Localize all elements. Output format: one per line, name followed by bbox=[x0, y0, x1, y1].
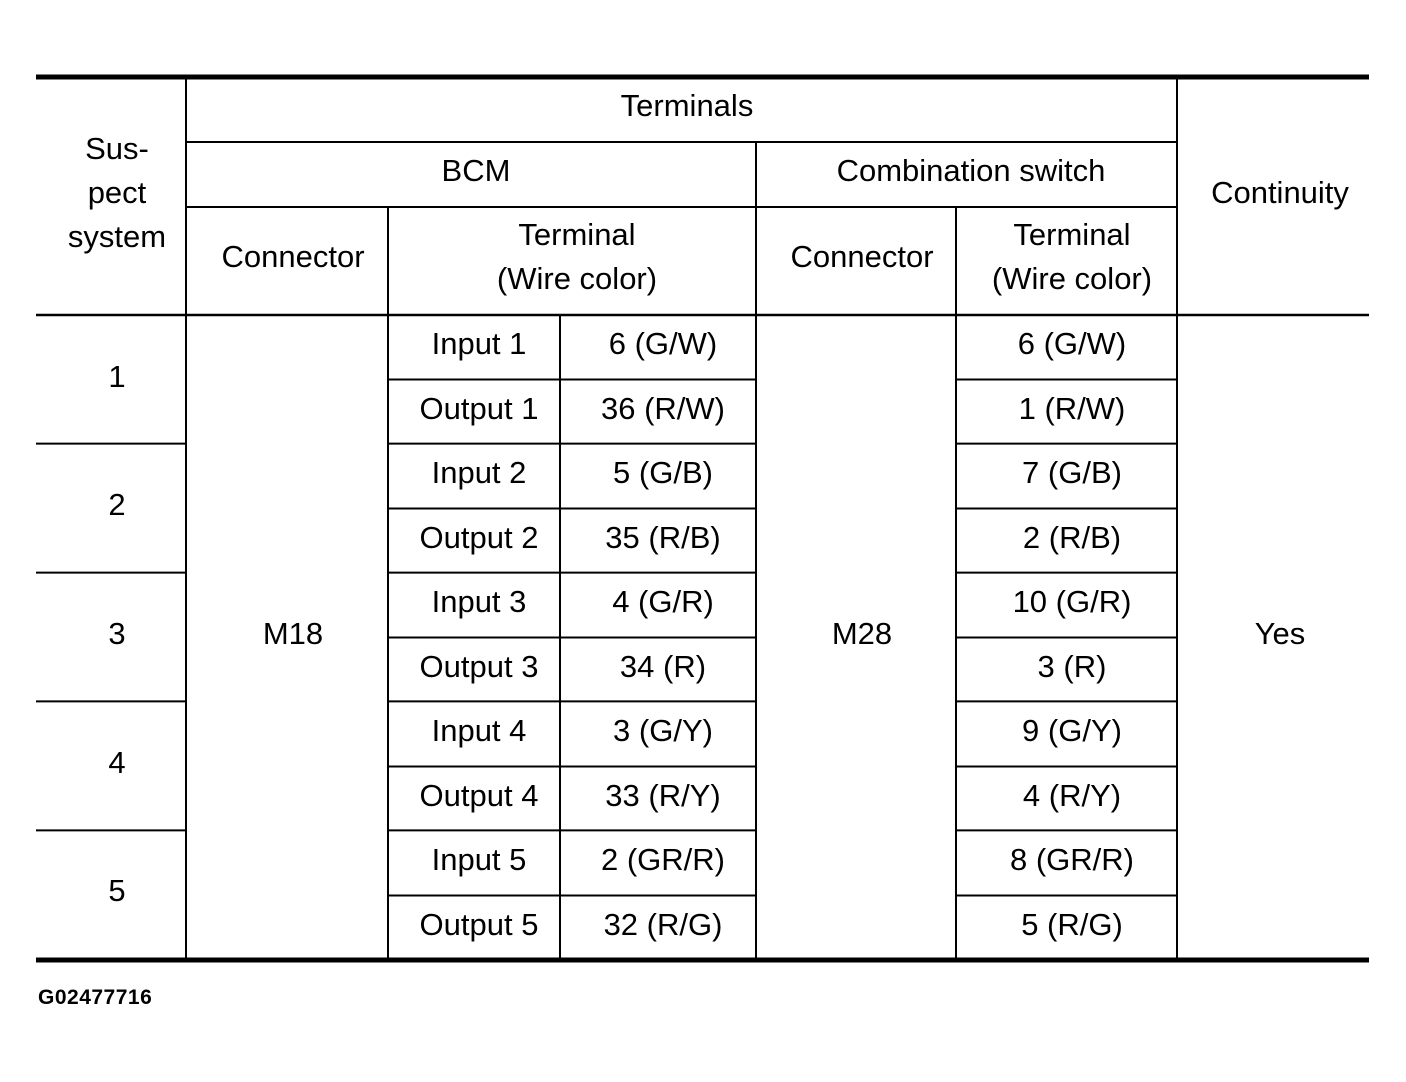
bcm-terminal-value: 2 (GR/R) bbox=[601, 842, 725, 877]
signal-label: Input 4 bbox=[431, 713, 527, 748]
cs-terminal-value: 10 (G/R) bbox=[1012, 584, 1132, 619]
suspect-system-number: 5 bbox=[108, 873, 126, 908]
header-terminals: Terminals bbox=[620, 88, 754, 123]
cs-terminal-value: 3 (R) bbox=[1037, 649, 1107, 684]
header-suspect-system bbox=[68, 127, 166, 259]
header-combination-switch: Combination switch bbox=[836, 153, 1106, 188]
figure-code: G02477716 bbox=[38, 986, 153, 1009]
header-suspect-system-line-2: pect bbox=[87, 175, 147, 210]
cs-terminal-value: 1 (R/W) bbox=[1018, 391, 1126, 426]
bcm-terminal-value: 3 (G/Y) bbox=[613, 713, 713, 748]
suspect-system-number: 1 bbox=[108, 359, 126, 394]
bcm-terminal-value: 6 (G/W) bbox=[608, 326, 718, 361]
header-bcm-connector: Connector bbox=[221, 239, 365, 274]
cs-terminal-value: 4 (R/Y) bbox=[1022, 778, 1122, 813]
header-cs-connector: Connector bbox=[790, 239, 934, 274]
bcm-terminal-value: 33 (R/Y) bbox=[605, 778, 721, 813]
cs-terminal-value: 6 (G/W) bbox=[1017, 326, 1127, 361]
header-cs-terminal-line-1: Terminal bbox=[1013, 217, 1131, 252]
cs-terminal-value: 2 (R/B) bbox=[1022, 520, 1122, 555]
header-cs-terminal bbox=[992, 213, 1152, 301]
cs-terminal-value: 8 (GR/R) bbox=[1010, 842, 1134, 877]
cs-terminal-value: 7 (G/B) bbox=[1022, 455, 1122, 490]
header-bcm-terminal-line-2: (Wire color) bbox=[496, 261, 658, 296]
continuity-value: Yes bbox=[1254, 616, 1306, 651]
signal-label: Output 5 bbox=[419, 907, 539, 942]
header-suspect-system-line-3: system bbox=[67, 219, 167, 254]
bcm-terminal-value: 36 (R/W) bbox=[601, 391, 725, 426]
bcm-terminal-value: 4 (G/R) bbox=[612, 584, 714, 619]
suspect-system-number: 2 bbox=[108, 487, 126, 522]
signal-label: Input 3 bbox=[431, 584, 527, 619]
header-cs-terminal-line-2: (Wire color) bbox=[991, 261, 1153, 296]
header-continuity: Continuity bbox=[1211, 175, 1349, 210]
cs-terminal-value: 5 (R/G) bbox=[1021, 907, 1123, 942]
suspect-system-number: 3 bbox=[108, 616, 126, 651]
bcm-terminal-value: 32 (R/G) bbox=[603, 907, 723, 942]
cs-connector-value: M28 bbox=[831, 616, 893, 651]
signal-label: Input 1 bbox=[431, 326, 527, 361]
signal-label: Input 5 bbox=[431, 842, 527, 877]
signal-label: Output 2 bbox=[419, 520, 539, 555]
bcm-terminal-value: 34 (R) bbox=[619, 649, 707, 684]
signal-label: Output 1 bbox=[419, 391, 539, 426]
cs-terminal-value: 9 (G/Y) bbox=[1022, 713, 1122, 748]
bcm-terminal-value: 35 (R/B) bbox=[605, 520, 721, 555]
header-bcm-terminal-line-1: Terminal bbox=[518, 217, 636, 252]
bcm-terminal-value: 5 (G/B) bbox=[613, 455, 713, 490]
signal-label: Output 4 bbox=[419, 778, 539, 813]
signal-label: Input 2 bbox=[431, 455, 527, 490]
bcm-connector-value: M18 bbox=[262, 616, 324, 651]
suspect-system-number: 4 bbox=[108, 745, 126, 780]
header-suspect-system-line-1: Sus- bbox=[85, 131, 149, 166]
header-bcm: BCM bbox=[441, 153, 511, 188]
signal-label: Output 3 bbox=[419, 649, 539, 684]
header-bcm-terminal bbox=[497, 213, 657, 301]
